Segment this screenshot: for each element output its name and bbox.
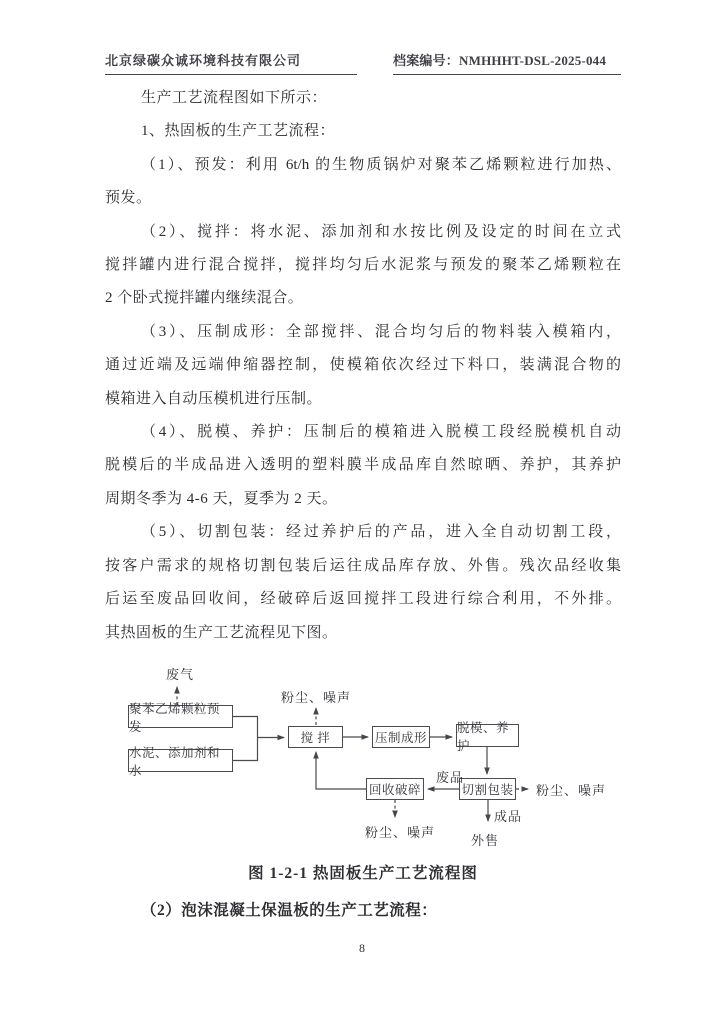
flowchart-box-pre-expand: 聚苯乙烯颗粒预发 — [128, 705, 233, 728]
section-heading: （2）泡沫混凝土保温板的生产工艺流程： — [141, 902, 438, 919]
flowchart-label-product: 成品 — [494, 809, 523, 824]
flowchart-label-waste-gas: 废气 — [165, 667, 194, 682]
body-line: （3）、压制成形：全部搅拌、混合均匀后的物料装入模箱内， — [141, 323, 621, 340]
body-line: 1、热固板的生产工艺流程： — [141, 123, 336, 140]
page-header — [105, 50, 621, 75]
body-line: 按客户需求的规格切割包装后运往成品库存放、外售。残次品经收集 — [105, 557, 621, 574]
body-line: （5）、切割包装：经过养护后的产品，进入全自动切割工段， — [141, 524, 621, 541]
flowchart-label-sale: 外售 — [470, 833, 499, 848]
body-text — [105, 82, 621, 650]
flowchart-box-mixing: 搅 拌 — [288, 726, 343, 748]
body-line: 后运至废品回收间，经破碎后返回搅拌工段进行综合利用，不外排。 — [105, 591, 621, 608]
body-line: 生产工艺流程图如下所示： — [141, 90, 328, 106]
figure-caption: 图 1-2-1 热固板生产工艺流程图 — [248, 865, 478, 882]
flowchart-box-pressing: 压制成形 — [372, 726, 430, 748]
body-line: 预发。 — [105, 190, 152, 207]
body-line: 搅拌罐内进行混合搅拌，搅拌均匀后水泥浆与预发的聚苯乙烯颗粒在 — [105, 257, 621, 274]
body-line: 通过近端及远端伸缩器控制，使模箱依次经过下料口，装满混合物的 — [105, 357, 621, 374]
body-line: （1）、预发：利用 6t/h 的生物质锅炉对聚苯乙烯颗粒进行加热、 — [141, 156, 621, 173]
flowchart-box-materials: 水泥、添加剂和水 — [128, 749, 233, 772]
body-line: 脱模后的半成品进入透明的塑料膜半成品库自然晾晒、养护，其养护 — [105, 457, 621, 474]
process-flowchart — [0, 660, 724, 855]
body-line: （4）、脱模、养护：压制后的模箱进入脱模工段经脱模机自动 — [141, 424, 621, 441]
body-line: （2）、搅拌：将水泥、添加剂和水按比例及设定的时间在立式 — [141, 223, 621, 240]
body-line: 2 个卧式搅拌罐内继续混合。 — [105, 290, 304, 307]
flowchart-label-dust-noise-cutting: 粉尘、噪声 — [536, 783, 607, 798]
flowchart-box-recycle: 回收破碎 — [366, 778, 424, 800]
flowchart-label-dust-noise-mixing: 粉尘、噪声 — [280, 690, 351, 705]
file-number-label: 档案编号： — [393, 53, 460, 68]
file-number — [393, 50, 621, 75]
body-line: 模箱进入自动压模机进行压制。 — [105, 390, 323, 407]
page-number: 8 — [359, 941, 365, 955]
flowchart-box-demold: 脱模、养护 — [456, 724, 519, 747]
body-line: 其热固板的生产工艺流程见下图。 — [105, 624, 338, 641]
company-name: 北京绿碳众诚环境科技有限公司 — [105, 50, 357, 75]
file-number-value: NMHHHT-DSL-2025-044 — [459, 53, 607, 68]
flowchart-box-cutting: 切割包装 — [459, 778, 516, 800]
flowchart-label-dust-noise-recycle: 粉尘、噪声 — [364, 825, 435, 840]
body-line: 周期冬季为 4-6 天，夏季为 2 天。 — [105, 490, 338, 507]
flowchart-label-scrap: 废品 — [435, 770, 464, 785]
